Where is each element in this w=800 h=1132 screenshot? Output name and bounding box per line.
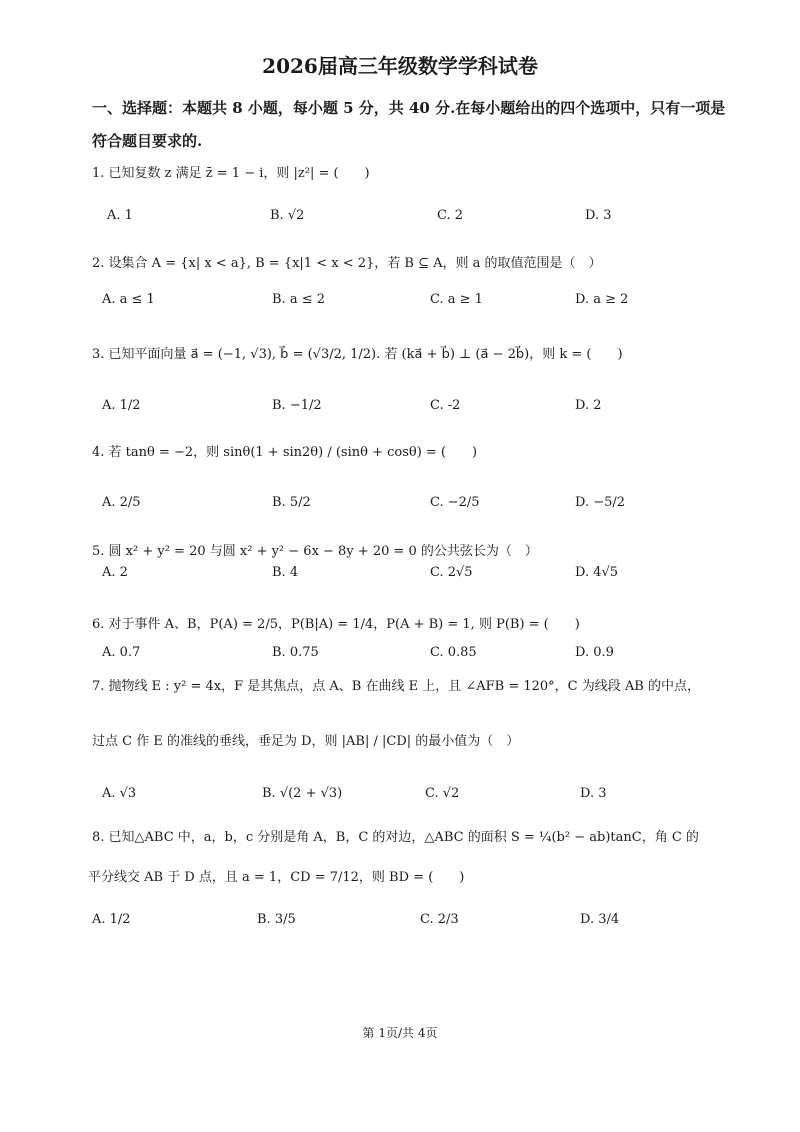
question-4-stem: 4. 若 tanθ = −2，则 sinθ(1 + sin2θ) / (sinθ + cosθ) = ( ) bbox=[92, 445, 478, 460]
question-5-option-b: B. 4 bbox=[272, 565, 299, 580]
question-1-option-b: B. √2 bbox=[270, 208, 305, 223]
question-6-option-b: B. 0.75 bbox=[272, 645, 319, 660]
question-5-option-c: C. 2√5 bbox=[430, 565, 473, 580]
question-6-option-a: A. 0.7 bbox=[102, 645, 141, 660]
question-2-option-a: A. a ≤ 1 bbox=[102, 292, 155, 307]
question-5-stem: 5. 圆 x² + y² = 20 与圆 x² + y² − 6x − 8y + 20 = 0 的公共弦长为（ ） bbox=[92, 544, 538, 559]
question-8-option-b: B. 3/5 bbox=[257, 912, 296, 927]
question-1-stem: 1. 已知复数 z 满足 z̄ = 1 − i，则 |z²| = ( ) bbox=[92, 166, 370, 181]
question-4-option-d: D. −5/2 bbox=[575, 495, 626, 510]
question-8-option-c: C. 2/3 bbox=[420, 912, 459, 927]
question-5-option-a: A. 2 bbox=[102, 565, 128, 580]
question-8-option-d: D. 3/4 bbox=[580, 912, 620, 927]
question-6-option-c: C. 0.85 bbox=[430, 645, 477, 660]
question-7-stem-line2: 过点 C 作 E 的准线的垂线，垂足为 D，则 |AB| / |CD| 的最小值为（ ） bbox=[92, 734, 520, 749]
page-title: 2026届高三年级数学学科试卷 bbox=[262, 54, 538, 78]
question-2-option-c: C. a ≥ 1 bbox=[430, 292, 483, 307]
question-3-option-d: D. 2 bbox=[575, 398, 602, 413]
question-8-stem-line2: 平分线交 AB 于 D 点，且 a = 1，CD = 7/12，则 BD = ( ) bbox=[88, 870, 465, 885]
question-2-option-d: D. a ≥ 2 bbox=[575, 292, 629, 307]
question-6-stem: 6. 对于事件 A、B，P(A) = 2/5，P(B|A) = 1/4，P(A + B) = 1, 则 P(B) = ( ) bbox=[92, 617, 580, 632]
question-3-stem: 3. 已知平面向量 a⃗ = (−1, √3), b⃗ = (√3/2, 1/2). 若 (ka⃗ + b⃗) ⊥ (a⃗ − 2b⃗)，则 k = ( ) bbox=[92, 347, 623, 362]
question-7-option-a: A. √3 bbox=[102, 786, 137, 801]
question-4-option-b: B. 5/2 bbox=[272, 495, 311, 510]
question-7-option-d: D. 3 bbox=[580, 786, 607, 801]
page-number: 第 1页/共 4页 bbox=[362, 1026, 438, 1040]
question-8-option-a: A. 1/2 bbox=[92, 912, 131, 927]
question-1-option-d: D. 3 bbox=[585, 208, 612, 223]
question-3-option-c: C. -2 bbox=[430, 398, 461, 413]
question-3-option-b: B. −1/2 bbox=[272, 398, 322, 413]
question-1-option-a: A. 1 bbox=[107, 208, 133, 223]
question-7-stem: 7. 抛物线 E : y² = 4x，F 是其焦点，点 A、B 在曲线 E 上，且 ∠AFB = 120°，C 为线段 AB 的中点， bbox=[92, 679, 700, 694]
question-1-option-c: C. 2 bbox=[437, 208, 464, 223]
question-7-option-c: C. √2 bbox=[425, 786, 460, 801]
question-2-stem: 2. 设集合 A = {x| x < a}, B = {x|1 < x < 2}，若 B ⊆ A，则 a 的取值范围是（ ） bbox=[92, 256, 602, 271]
question-4-option-a: A. 2/5 bbox=[102, 495, 141, 510]
question-4-option-c: C. −2/5 bbox=[430, 495, 480, 510]
section-heading: 一、选择题：本题共 8 小题，每小题 5 分，共 40 分.在每小题给出的四个选项中，只有一项是符合题目要求的. bbox=[92, 99, 726, 150]
question-2-option-b: B. a ≤ 2 bbox=[272, 292, 325, 307]
question-3-option-a: A. 1/2 bbox=[102, 398, 141, 413]
question-5-option-d: D. 4√5 bbox=[575, 565, 619, 580]
question-7-option-b: B. √(2 + √3) bbox=[262, 786, 343, 801]
question-6-option-d: D. 0.9 bbox=[575, 645, 614, 660]
question-8-stem: 8. 已知△ABC 中，a，b，c 分别是角 A，B，C 的对边，△ABC 的面积 S = ¼(b² − ab)tanC，角 C 的 bbox=[92, 830, 699, 845]
